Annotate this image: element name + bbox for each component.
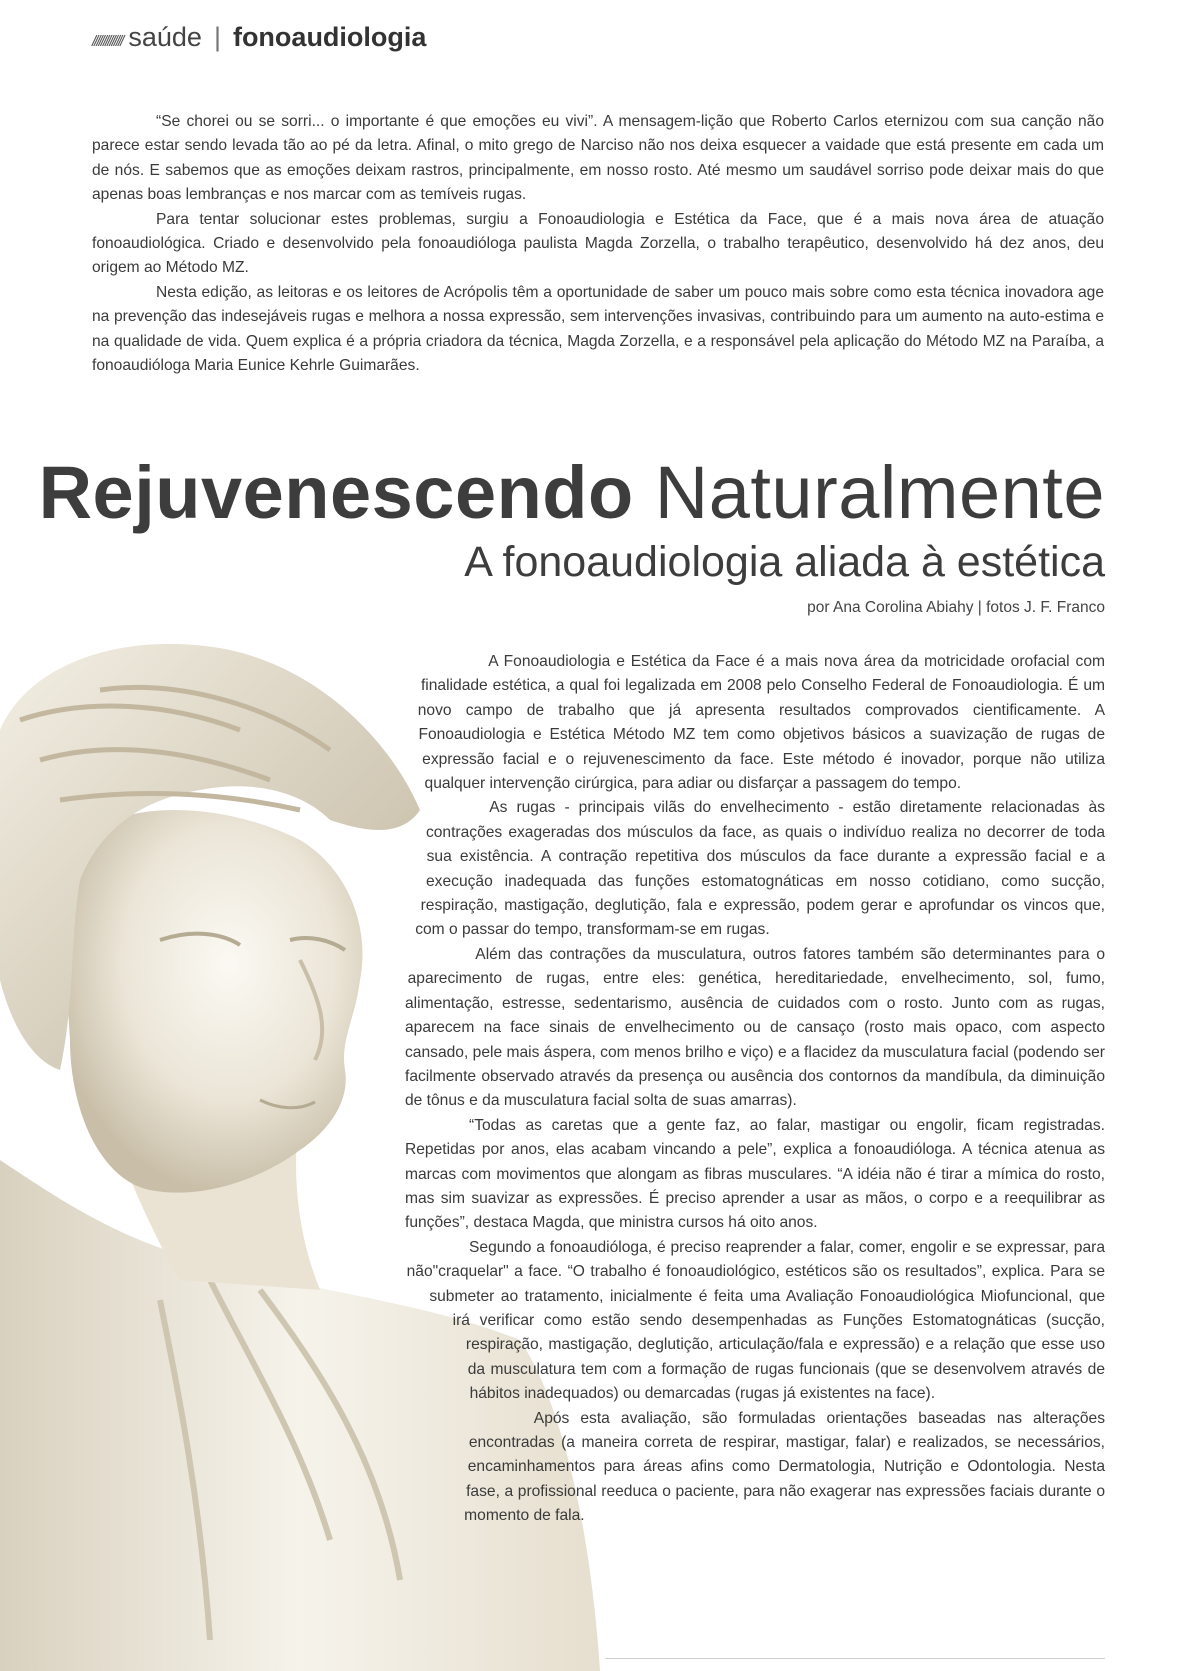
article-subtitle: A fonoaudiologia aliada à estética [464, 538, 1105, 586]
page-header [92, 22, 426, 56]
intro-text [92, 110, 1104, 378]
header-separator: | [213, 22, 221, 52]
intro-paragraph: Para tentar solucionar estes problemas, surgiu a Fonoaudiologia e Estética da Face, que é a mais nova área de atuação fonoaudiológica. Criado e desenvolvido pela fonoaudióloga paulista Magda Zorzella, o trabalho terapêutico, desenvolvido há dez anos, deu origem ao Método MZ. [92, 210, 1104, 277]
topic-label: fonoaudiologia [232, 22, 427, 52]
section-label: saúde [128, 22, 202, 52]
article-paragraph: A Fonoaudiologia e Estética da Face é a mais nova área da motricidade orofacial com finalidade estética, a qual foi legalizada em 2008 pelo Conselho Federal de Fonoaudiologia. É um novo campo de trabalho que já apresenta resultados comprovados cientificamente. A Fonoaudiologia e Estética Método MZ tem como objetivos básicos a suavização de rugas de expressão facial e o rejuvenescimento da face. Este método é inovador, porque não utiliza qualquer intervenção cirúrgica, para adiar ou disfarçar a passagem do tempo. [417, 653, 1105, 793]
article-paragraph: “Todas as caretas que a gente faz, ao falar, mastigar ou engolir, ficam registradas. Repetidas por anos, elas acabam vincando a pele”, explica a fonoaudióloga. A técnica atenua as marcas com movimentos que alongam as fibras musculares. “A idéia não é tirar a mímica do rosto, mas sim suavizar as expressões. É preciso aprender a usar as mãos, o corpo e a reequilibrar as funções”, destaca Magda, que ministra cursos há oito anos. [405, 1116, 1105, 1232]
article-paragraph: Segundo a fonoaudióloga, é preciso reaprender a falar, comer, engolir e se expressar, para não"craquelar" a face. “O trabalho é fonoaudiológico, estéticos são os resultados”, explica. Para se submeter ao tratamento, inicialmente é feita uma Avaliação Fonoaudiológica Miofuncional, que irá verificar como estão sendo desempenhadas as Funções Estomatognáticas (sucção, respiração, mastigação, deglutição, articulação/fala e expressão) e a relação que esse uso da musculatura tem com a formação de rugas funcionais (que se desenvolvem através de hábitos inadequados) ou demarcadas (rugas já existentes na face). [406, 1238, 1105, 1403]
article-title [39, 448, 1105, 538]
article-paragraph: Além das contrações da musculatura, outros fatores também são determinantes para o aparecimento de rugas, entre eles: genética, hereditariedade, envelhecimento, sol, fumo, alimentação, estresse, sedentarismo, ausência de cuidados com o rosto. Junto com as rugas, aparecem na face sinais de envelhecimento ou de cansaço (rosto mais opaco, com aspecto cansado, pele mais áspera, com menos brilho e viço) e a flacidez da musculatura facial (podendo ser facilmente observado através da presença ou ausência dos contornos da mandíbula, da diminuição de tônus e da musculatura facial solta de suas amarras). [405, 945, 1105, 1110]
header-hatch-decoration: ////////////// [92, 33, 123, 50]
intro-paragraph: “Se chorei ou se sorri... o importante é que emoções eu vivi”. A mensagem-lição que Roberto Carlos eternizou com sua canção não parece estar sendo levada tão ao pé da letra. Afinal, o mito grego de Narciso não nos deixa esquecer a vaidade que está presente em cada um de nós. E sabemos que as emoções deixam rastros, principalmente, em nosso rosto. Até mesmo um saudável sorriso pode deixar mais do que apenas boas lembranças e nos marcar com as temíveis rugas. [92, 113, 1104, 204]
article-body [405, 650, 1105, 1554]
intro-paragraph: Nesta edição, as leitoras e os leitores de Acrópolis têm a oportunidade de saber um pouco mais sobre como esta técnica inovadora age na prevenção das indesejáveis rugas e melhora a nossa expressão, sem intervenções invasivas, contribuindo para um aumento na auto-estima e na qualidade de vida. Quem explica é a própria criadora da técnica, Magda Zorzella, e a responsável pela aplicação do Método MZ na Paraíba, a fonoaudióloga Maria Eunice Kehrle Guimarães. [92, 283, 1104, 375]
title-light-word: Naturalmente [654, 451, 1105, 534]
article-paragraph: Após esta avaliação, são formuladas orientações baseadas nas alterações encontradas (a maneira correta de respirar, mastigar, falar) e realizados, se necessários, encaminhamentos para áreas afins como Dermatologia, Nutrição e Odontologia. Nesta fase, a profissional reeduca o paciente, para não exagerar nas expressões faciais durante o momento de fala. [464, 1409, 1105, 1525]
article-byline: por Ana Corolina Abiahy | fotos J. F. Franco [807, 599, 1105, 616]
title-bold-word: Rejuvenescendo [38, 451, 634, 534]
footer-rule [605, 1658, 1105, 1659]
article-paragraph: As rugas - principais vilãs do envelhecimento - estão diretamente relacionadas às contrações exageradas dos músculos da face, as quais o indivíduo realiza no decorrer de toda sua existência. A contração repetitiva dos músculos da face durante a expressão facial e a execução inadequada das funções estomatognáticas em nosso cotidiano, como sucção, respiração, mastigação, deglutição, fala e expressão, podem gerar e aprofundar os vincos que, com o passar do tempo, transformam-se em rugas. [415, 799, 1105, 939]
